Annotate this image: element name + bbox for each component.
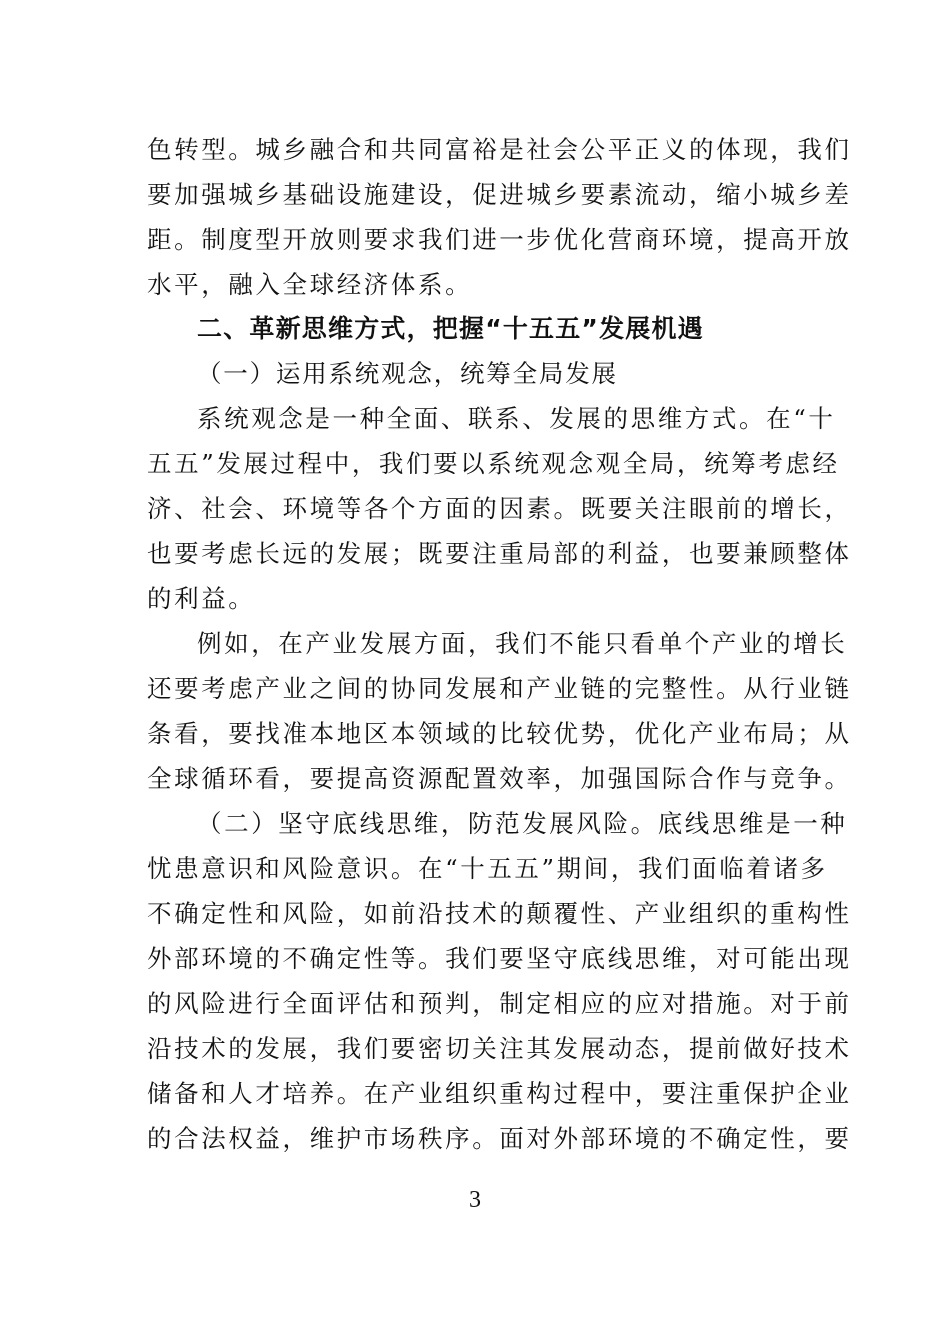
subsection-heading: （一）运用系统观念，统筹全局发展 xyxy=(197,359,618,388)
body-text-line: 条看，要找准本地区本领域的比较优势，优化产业布局；从 xyxy=(147,719,852,748)
body-text-line: 储备和人才培养。在产业组织重构过程中，要注重保护企业 xyxy=(147,1079,852,1108)
body-text-line: 的利益。 xyxy=(147,584,256,613)
body-text-line: 的风险进行全面评估和预判，制定相应的应对措施。对于前 xyxy=(147,989,852,1018)
body-text-line: 色转型。城乡融合和共同富裕是社会公平正义的体现，我们 xyxy=(147,135,852,164)
body-text-line: 水平，融入全球经济体系。 xyxy=(147,270,473,299)
body-text-line: 也要考虑长远的发展；既要注重局部的利益，也要兼顾整体 xyxy=(147,539,852,568)
body-text-line: 五五”发展过程中，我们要以系统观念观全局，统筹考虑经 xyxy=(147,449,840,478)
body-text-line: 外部环境的不确定性等。我们要坚守底线思维，对可能出现 xyxy=(147,944,852,973)
body-text-line: 沿技术的发展，我们要密切关注其发展动态，提前做好技术 xyxy=(147,1034,852,1063)
body-text-line: 全球循环看，要提高资源配置效率，加强国际合作与竞争。 xyxy=(147,764,852,793)
body-text-line: 不确定性和风险，如前沿技术的颠覆性、产业组织的重构性 xyxy=(147,899,852,928)
body-text-line: 系统观念是一种全面、联系、发展的思维方式。在“十 xyxy=(197,404,836,433)
body-text-line: （二）坚守底线思维，防范发展风险。底线思维是一种 xyxy=(197,809,848,838)
body-text-line: 济、社会、环境等各个方面的因素。既要关注眼前的增长， xyxy=(147,494,852,523)
body-text-line: 的合法权益，维护市场秩序。面对外部环境的不确定性，要 xyxy=(147,1124,852,1153)
body-text-line: 忧患意识和风险意识。在“十五五”期间，我们面临着诸多 xyxy=(147,854,828,883)
body-text-line: 距。制度型开放则要求我们进一步优化营商环境，提高开放 xyxy=(147,225,852,254)
body-text-line: 要加强城乡基础设施建设，促进城乡要素流动，缩小城乡差 xyxy=(147,180,852,209)
section-heading: 二、革新思维方式，把握“十五五”发展机遇 xyxy=(197,314,704,343)
page-number: 3 xyxy=(469,1187,481,1213)
body-text-line: 还要考虑产业之间的协同发展和产业链的完整性。从行业链 xyxy=(147,674,852,703)
body-text-line: 例如，在产业发展方面，我们不能只看单个产业的增长 xyxy=(197,629,848,658)
